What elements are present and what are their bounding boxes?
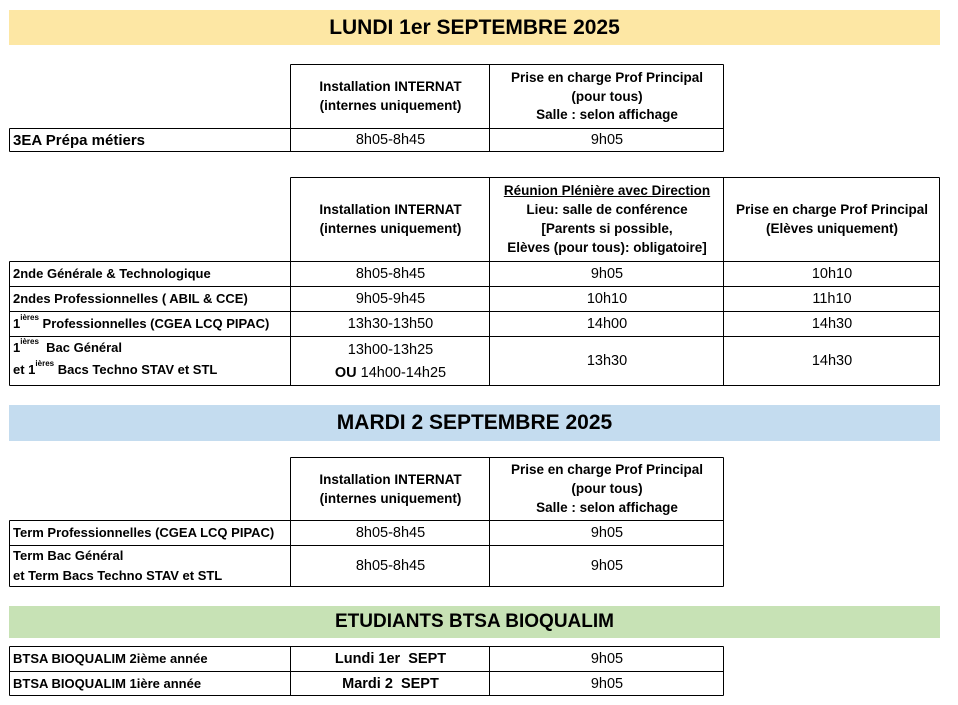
t2-header-prof bbox=[724, 178, 940, 262]
monday-banner bbox=[9, 10, 940, 45]
btsa-title: ETUDIANTS BTSA BIOQUALIM bbox=[334, 611, 614, 632]
t3-row2-prof: 9h05 bbox=[590, 558, 624, 575]
t3-header-internat-line2: (internes uniquement) bbox=[319, 490, 462, 506]
t1-row-internat: 8h05-8h45 bbox=[355, 132, 426, 149]
t1-header-internat-line1: Installation INTERNAT bbox=[319, 79, 462, 95]
t2-header-prof-line1: Prise en charge Prof Principal bbox=[735, 202, 929, 218]
t3-row2-label-line2: et Term Bacs Techno STAV et STL bbox=[13, 568, 223, 584]
t2-row1-internat: 8h05-8h45 bbox=[355, 266, 426, 283]
t2-row1-label: 2nde Générale & Technologique bbox=[13, 266, 211, 282]
t2-row4-label-line2 bbox=[13, 359, 217, 381]
t3-row2-label-line1: Term Bac Général bbox=[13, 548, 124, 563]
t2-row3-internat: 13h30-13h50 bbox=[347, 316, 434, 333]
t3-row1-internat: 8h05-8h45 bbox=[355, 525, 426, 542]
t2-row3-reunion: 14h00 bbox=[586, 316, 628, 333]
t3-header-prof-line2: (pour tous) bbox=[571, 481, 643, 497]
t1-header-prof-line1: Prise en charge Prof Principal bbox=[510, 69, 704, 85]
t2-row4-label-line1: $1^{ières}$ Bac Général bbox=[13, 337, 123, 355]
t1-header-prof-line3: Salle : selon affichage bbox=[536, 107, 678, 123]
t3-row2-label bbox=[10, 546, 291, 587]
t4-row2-label: BTSA BIOQUALIM 1ière année bbox=[13, 675, 202, 691]
t2-row3-label: $1^{ières}$ Professionnelles (CGEA LCQ PIPAC) bbox=[13, 313, 270, 332]
t1-row-prof: 9h05 bbox=[590, 132, 624, 149]
t2-header-internat bbox=[291, 178, 490, 262]
t4-row1-day: Lundi 1er SEPT bbox=[334, 651, 447, 668]
t3-header-prof bbox=[490, 458, 724, 521]
t4-row1-time: 9h05 bbox=[590, 651, 624, 668]
t2-row2-prof: 11h10 bbox=[812, 291, 852, 308]
t2-header-prof-line2: (Elèves uniquement) bbox=[765, 221, 899, 236]
t2-row4-internat-line2-time: 14h00-14h25 bbox=[356, 364, 447, 381]
t2-row1-reunion: 9h05 bbox=[590, 266, 624, 283]
t2-header-reunion-line3: [Parents si possible, bbox=[541, 221, 673, 236]
tuesday-title: MARDI 2 SEPTEMBRE 2025 bbox=[336, 411, 613, 434]
t2-row4-label-line2-rest: Bacs Techno STAV et STL bbox=[54, 362, 218, 378]
t4-row2-time: 9h05 bbox=[590, 675, 624, 692]
t3-header-prof-line1: Prise en charge Prof Principal bbox=[510, 462, 704, 478]
t2-row4-label bbox=[10, 337, 291, 386]
t3-row2-internat: 8h05-8h45 bbox=[355, 558, 426, 575]
t2-row3-prof: 14h30 bbox=[811, 316, 853, 333]
t3-row1-prof: 9h05 bbox=[590, 525, 624, 542]
t2-row2-internat: 9h05-9h45 bbox=[355, 291, 426, 308]
t2-row4-internat-line1: 13h00-13h25 bbox=[347, 342, 434, 359]
t1-header-prof-line2: (pour tous) bbox=[571, 88, 643, 104]
t2-row2-reunion: 10h10 bbox=[586, 291, 628, 308]
t2-header-reunion-line1: Réunion Plénière avec Direction bbox=[503, 183, 711, 199]
t1-header-internat bbox=[291, 65, 490, 129]
monday-title: LUNDI 1er SEPTEMBRE 2025 bbox=[329, 15, 620, 39]
t2-row2-label: 2ndes Professionnelles ( ABIL & CCE) bbox=[13, 291, 248, 307]
tuesday-banner bbox=[9, 405, 940, 441]
t2-row4-internat-or: OU bbox=[334, 364, 357, 381]
t4-row2-day: Mardi 2 SEPT bbox=[342, 675, 439, 692]
t2-header-internat-line2: (internes uniquement) bbox=[319, 221, 462, 236]
t2-header-reunion bbox=[490, 178, 724, 262]
t3-header-prof-line3: Salle : selon affichage bbox=[536, 499, 678, 515]
btsa-banner bbox=[9, 606, 940, 638]
t2-row4-label-line1-sup: ières bbox=[20, 337, 39, 346]
t2-row3-label-sup: ières bbox=[20, 313, 39, 323]
t2-header-internat-line1: Installation INTERNAT bbox=[319, 202, 462, 218]
t2-header-reunion-line2: Lieu: salle de conférence bbox=[526, 202, 688, 218]
t2-row4-label-line2-sup: ières bbox=[35, 359, 55, 369]
t3-header-internat bbox=[291, 458, 490, 521]
t2-header-reunion-line4: Elèves (pour tous): obligatoire] bbox=[507, 239, 707, 255]
t4-row1-label: BTSA BIOQUALIM 2ième année bbox=[13, 651, 208, 667]
t3-header-internat-line1: Installation INTERNAT bbox=[319, 471, 462, 487]
t2-row3-label-rest: Professionnelles (CGEA LCQ PIPAC) bbox=[38, 316, 270, 332]
t3-row1-label: Term Professionnelles (CGEA LCQ PIPAC) bbox=[13, 525, 275, 541]
t1-header-prof bbox=[490, 65, 724, 129]
t2-row4-reunion: 13h30 bbox=[586, 353, 628, 370]
t2-row4-internat-line2 bbox=[335, 362, 446, 384]
t2-row4-label-line1-rest: Bac Général bbox=[38, 340, 123, 355]
t2-row4-label-line2-pre: et 1 bbox=[13, 362, 36, 378]
t1-row-label: 3EA Prépa métiers bbox=[13, 132, 146, 149]
t2-row4-prof: 14h30 bbox=[811, 353, 853, 370]
t2-row1-prof: 10h10 bbox=[811, 266, 853, 283]
t1-header-internat-line2: (internes uniquement) bbox=[319, 98, 462, 113]
t2-row4-internat bbox=[291, 337, 490, 386]
